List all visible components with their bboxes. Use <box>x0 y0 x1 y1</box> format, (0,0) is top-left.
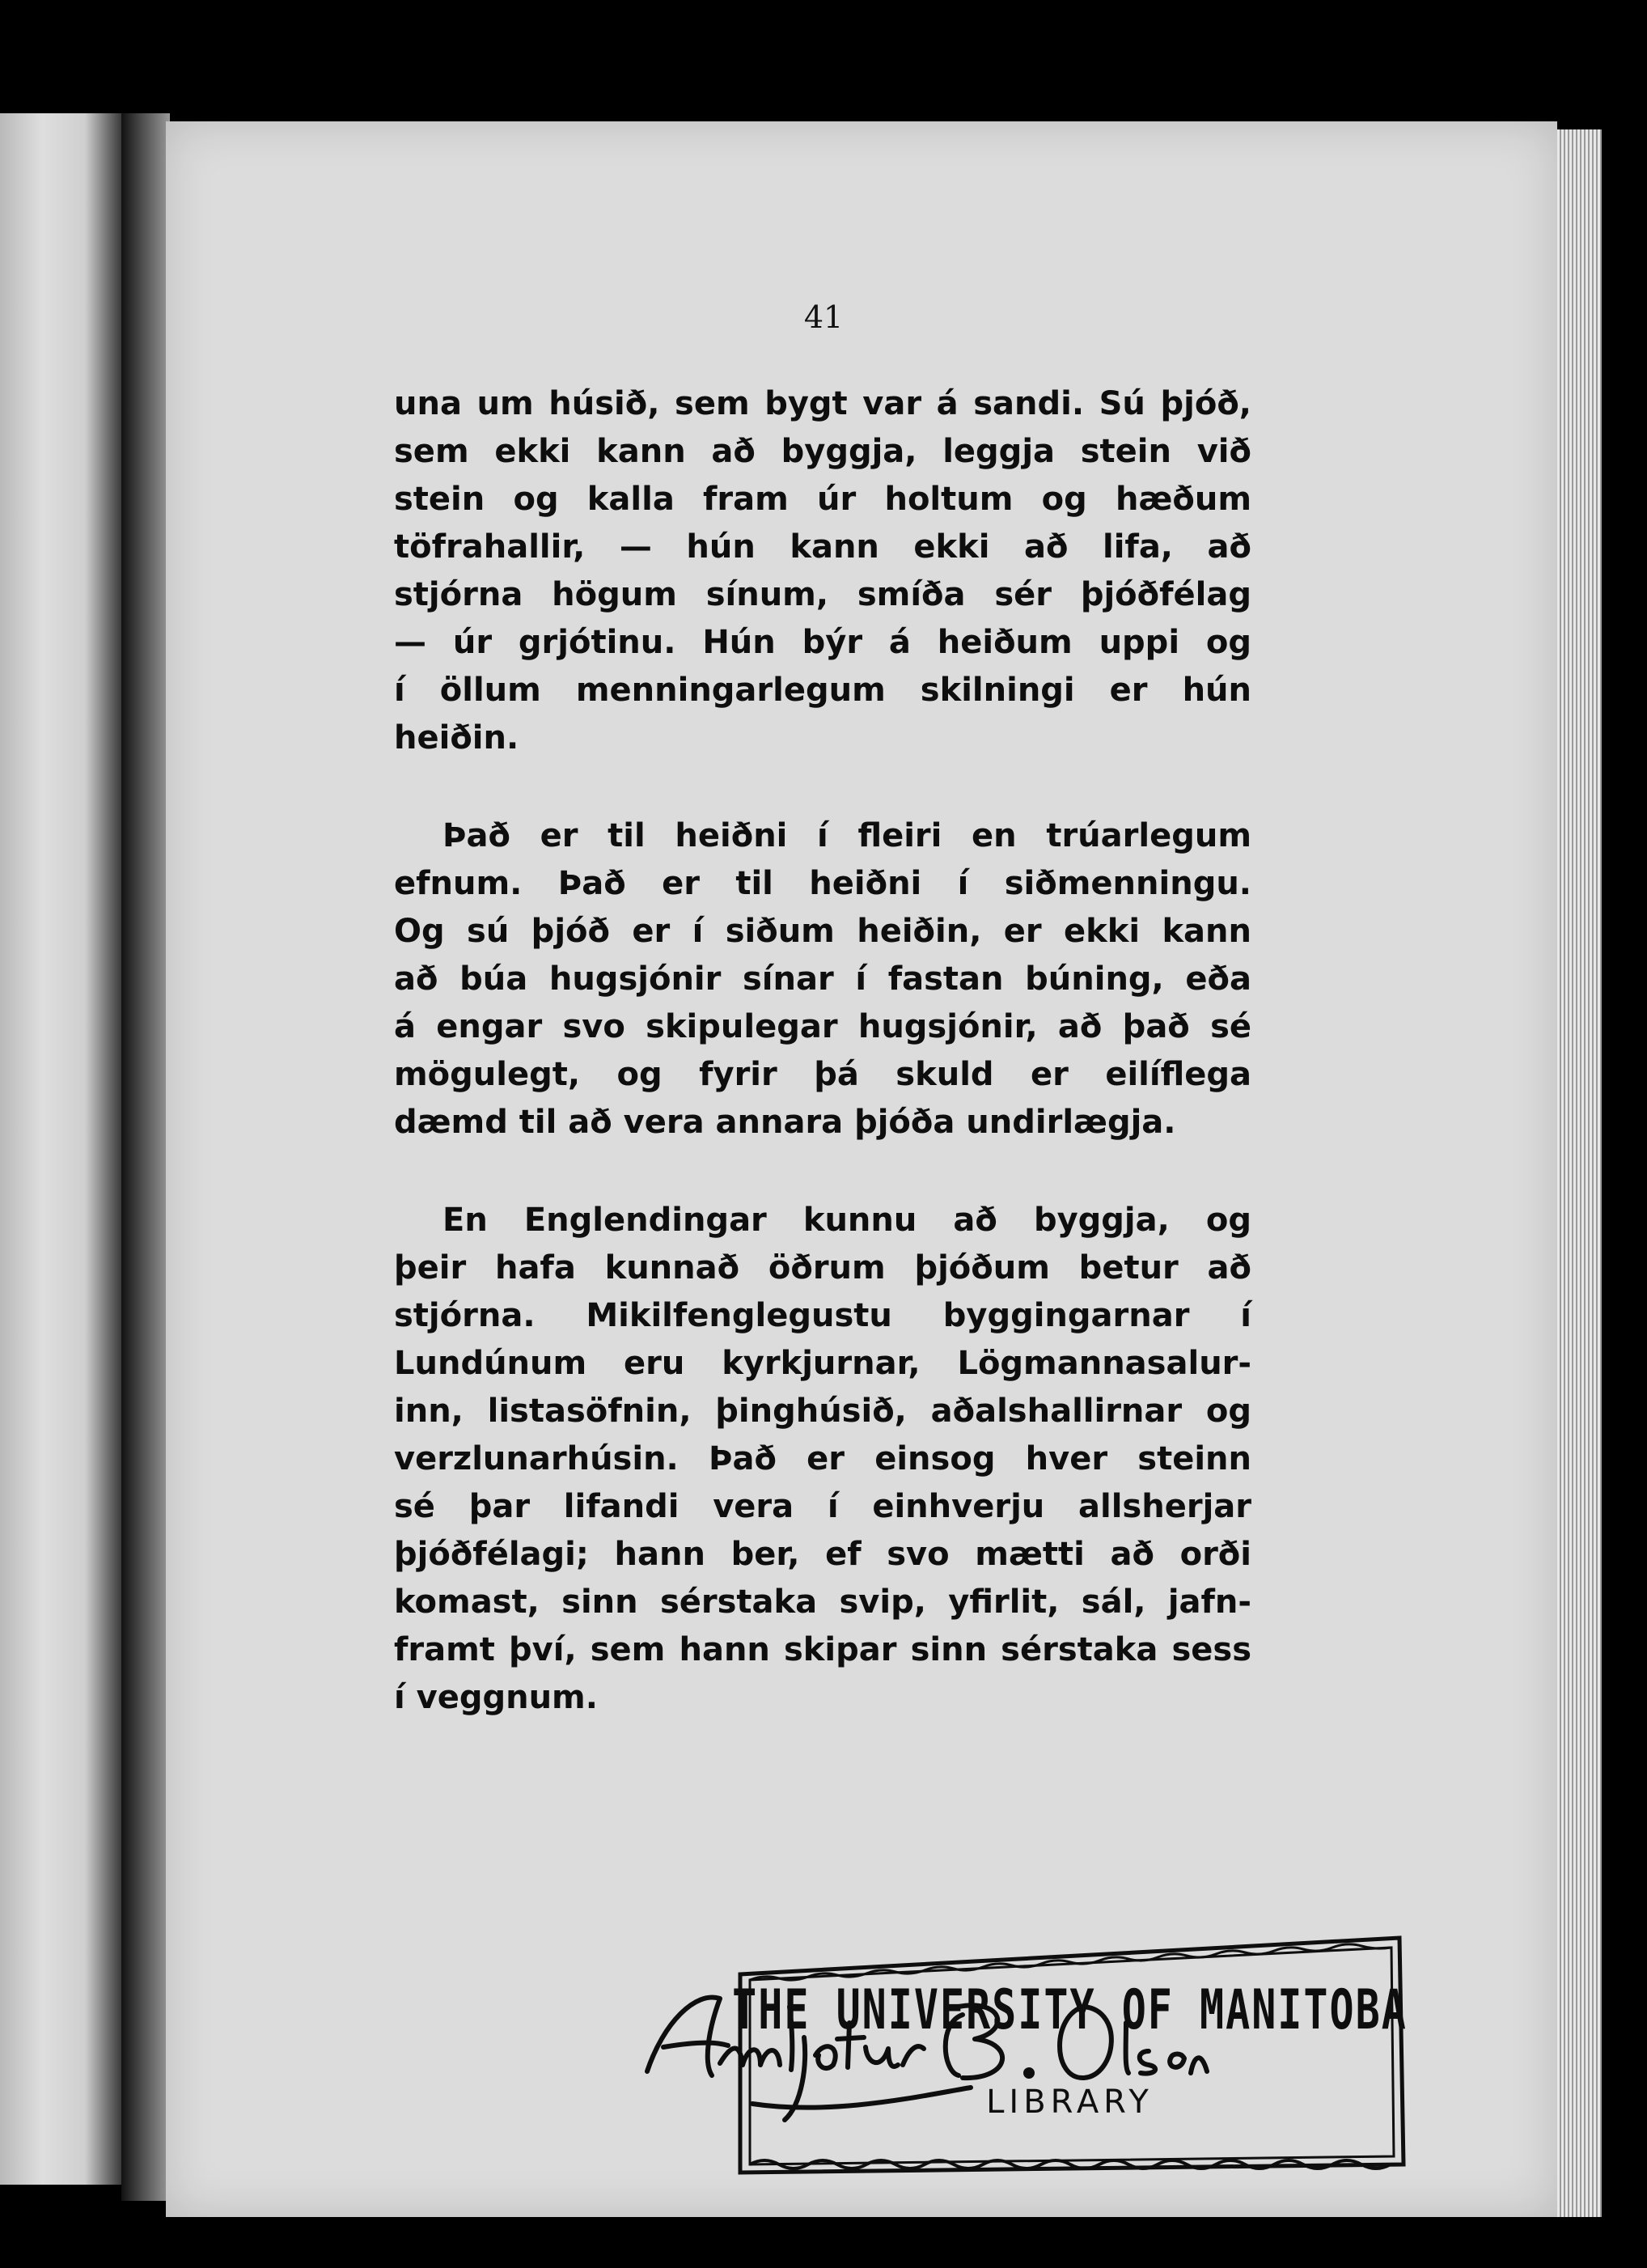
text-line: stjórna högum sínum, smíða sér þjóðfélag <box>394 576 1251 613</box>
text-line: — úr grjótinu. Hún býr á heiðum uppi og <box>394 624 1251 661</box>
paragraph <box>394 812 1251 1147</box>
text-line: inn, listasöfnin, þinghúsið, aðalshallirnar og <box>394 1393 1251 1430</box>
stamp-library: LIBRARY <box>986 2084 1154 2121</box>
text-line: framt því, sem hann skipar sinn sérstaka sess <box>394 1631 1251 1668</box>
text-line: stein og kalla fram úr holtum og hæðum <box>394 481 1251 518</box>
text-line: á engar svo skipulegar hugsjónir, að það sé <box>394 1008 1251 1045</box>
body-text <box>394 380 1251 1722</box>
text-line: Lundúnum eru kyrkjurnar, Lögmannasalur- <box>394 1345 1251 1382</box>
text-line: töfrahallir, — hún kann ekki að lifa, að <box>394 528 1251 566</box>
stamp-border <box>732 1930 1408 2181</box>
page-block-edges <box>1557 129 1602 2217</box>
text-line: mögulegt, og fyrir þá skuld er eilíflega <box>394 1056 1251 1093</box>
text-line: dæmd til að vera annara þjóða undirlægja. <box>394 1104 1176 1141</box>
paragraph <box>394 1197 1251 1722</box>
text-line: þjóðfélagi; hann ber, ef svo mætti að orði <box>394 1536 1251 1573</box>
text-line: stjórna. Mikilfenglegustu byggingarnar í <box>394 1297 1251 1334</box>
text-line: heiðin. <box>394 719 519 757</box>
page-number: 41 <box>803 299 844 335</box>
text-line: verzlunarhúsin. Það er einsog hver steinn <box>394 1440 1251 1477</box>
text-line: í öllum menningarlegum skilningi er hún <box>394 672 1251 709</box>
facing-page-edge <box>0 113 121 2185</box>
text-line: Það er til heiðni í fleiri en trúarlegum <box>442 817 1251 854</box>
text-line: sem ekki kann að byggja, leggja stein við <box>394 433 1251 470</box>
text-line: komast, sinn sérstaka svip, yfirlit, sál, jafn- <box>394 1583 1251 1621</box>
text-line: efnum. Það er til heiðni í siðmenningu. <box>394 865 1251 902</box>
book-gutter <box>121 113 170 2201</box>
text-line: þeir hafa kunnað öðrum þjóðum betur að <box>394 1249 1251 1287</box>
library-stamp <box>732 1930 1408 2181</box>
paragraph <box>394 380 1251 762</box>
text-line: í veggnum. <box>394 1679 598 1716</box>
text-line: sé þar lifandi vera í einhverju allsherjar <box>394 1488 1251 1525</box>
stamp-institution: THE UNIVERSITY OF MANITOBA <box>732 1978 1408 2042</box>
text-line: að búa hugsjónir sínar í fastan búning, eða <box>394 960 1251 998</box>
text-line: Og sú þjóð er í siðum heiðin, er ekki kann <box>394 913 1251 950</box>
text-line: una um húsið, sem bygt var á sandi. Sú þjóð, <box>394 385 1251 422</box>
text-line: En Englendingar kunnu að byggja, og <box>442 1202 1251 1239</box>
